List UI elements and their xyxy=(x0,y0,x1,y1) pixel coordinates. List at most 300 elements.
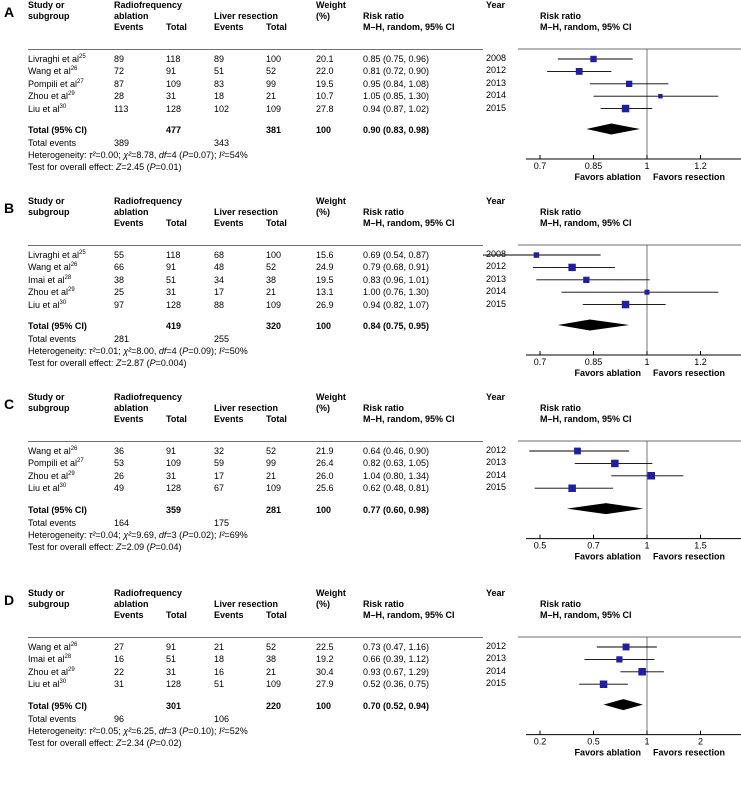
total-events-label: Total events xyxy=(28,137,77,148)
study-name: Zhou et $al^{29}$ xyxy=(28,666,75,677)
risk-ratio-value: 0.93 (0.67, 1.29) xyxy=(363,666,430,677)
study-reference: 26 xyxy=(70,446,78,452)
study-name: Zhou et $al^{29}$ xyxy=(28,91,75,102)
total-resection: 281 xyxy=(266,504,282,515)
study-year: 2008 xyxy=(486,53,507,63)
table-row xyxy=(28,274,483,286)
chi-symbol: χ² xyxy=(123,725,132,736)
header-group2: Liver resection xyxy=(214,207,279,217)
resection-events: 83 xyxy=(214,78,225,89)
p-symbol: P xyxy=(182,725,189,736)
study-reference: 29 xyxy=(68,666,75,673)
ablation-events: 113 xyxy=(114,103,129,114)
total-weight: 100 xyxy=(316,124,332,135)
study-name: Wang et $al^{26}$ xyxy=(28,642,78,652)
total-row xyxy=(28,320,483,333)
total-events-resection: 106 xyxy=(214,713,230,724)
table-row xyxy=(28,678,483,690)
header-weight-line1: Weight xyxy=(316,196,346,206)
p-symbol: P xyxy=(149,737,156,748)
header-resection-total: Total xyxy=(266,414,287,424)
header-risk-ratio-line2: M–H, random, 95% CI xyxy=(363,610,455,620)
header-subgroup: subgroup xyxy=(28,207,70,217)
header-weight-line2: (%) xyxy=(316,207,330,217)
ablation-total: 31 xyxy=(166,91,177,102)
resection-total: 21 xyxy=(266,91,277,102)
study-reference: 29 xyxy=(68,470,75,477)
study-reference: 27 xyxy=(77,458,84,465)
weight-percent: 13.1 xyxy=(316,287,334,298)
study-name: Zhou et $al^{29}$ xyxy=(28,470,75,481)
panel-b xyxy=(0,196,741,392)
risk-ratio-value: 0.62 (0.48, 0.81) xyxy=(363,483,430,494)
header-study: Study or xyxy=(28,392,65,402)
study-year: 2014 xyxy=(486,469,507,480)
risk-ratio-value: 0.94 (0.82, 1.07) xyxy=(363,299,430,310)
plot-title-line1: Risk ratio xyxy=(540,207,582,217)
header-group1-line1: Radiofrequency xyxy=(114,392,183,402)
header-risk-ratio-line2: M–H, random, 95% CI xyxy=(363,414,455,424)
total-events-ablation: 164 xyxy=(114,517,130,528)
tau-symbol: τ² xyxy=(89,149,96,160)
p-symbol: P xyxy=(182,529,189,540)
resection-events: 17 xyxy=(214,287,225,298)
header-ablation-total: Total xyxy=(166,610,187,620)
table-body xyxy=(28,641,483,749)
resection-events: 68 xyxy=(214,250,225,260)
resection-events: 67 xyxy=(214,483,225,494)
total-events-row xyxy=(28,137,483,149)
ablation-total: 128 xyxy=(166,483,182,494)
risk-ratio-value: 1.04 (0.80, 1.34) xyxy=(363,470,430,481)
study-year: 2014 xyxy=(486,90,507,101)
favors-right-label: Favors resection xyxy=(653,551,726,562)
study-year: 2013 xyxy=(486,273,507,284)
favors-left-label: Favors ablation xyxy=(574,172,641,182)
total-risk-ratio: 0.77 (0.60, 0.98) xyxy=(363,504,430,515)
header-group2: Liver resection xyxy=(214,403,279,413)
study-name: Liu et $al^{30}$ xyxy=(28,103,67,114)
axis-tick-label: 0.5 xyxy=(587,736,600,747)
effect-estimate-marker xyxy=(622,105,630,113)
axis-tick-label: 1.5 xyxy=(694,540,707,551)
effect-estimate-marker xyxy=(600,681,608,689)
effect-estimate-marker xyxy=(622,301,630,309)
risk-ratio-value: 0.95 (0.84, 1.08) xyxy=(363,78,430,89)
header-rule xyxy=(28,441,483,442)
header-year: Year xyxy=(486,392,506,402)
header-risk-ratio-line1: Risk ratio xyxy=(363,403,405,413)
table-body xyxy=(28,445,483,553)
axis-tick-label: 1 xyxy=(644,161,650,171)
risk-ratio-value: 0.83 (0.96, 1.01) xyxy=(363,274,430,285)
resection-events: 21 xyxy=(214,642,225,652)
study-year: 2015 xyxy=(486,678,507,689)
heterogeneity-text: Heterogeneity: τ²=0.05; χ²=6.25, df=3 (P=0.10); I²=52% xyxy=(28,725,248,736)
risk-ratio-value: 0.79 (0.68, 0.91) xyxy=(363,262,430,273)
overall-effect-text: Test for overall effect: Z=2.34 (P=0.02) xyxy=(28,737,182,748)
favors-left-label: Favors ablation xyxy=(574,747,641,758)
weight-percent: 26.0 xyxy=(316,470,334,481)
header-weight-line2: (%) xyxy=(316,599,330,609)
df-symbol: df xyxy=(158,725,167,736)
summary-diamond xyxy=(604,699,643,710)
table-row xyxy=(28,470,483,482)
table-row xyxy=(28,65,483,77)
weight-percent: 27.8 xyxy=(316,103,334,114)
header-weight-line1: Weight xyxy=(316,0,346,10)
table-row xyxy=(28,653,483,665)
effect-estimate-marker xyxy=(658,94,662,98)
study-year: 2012 xyxy=(486,445,507,455)
favors-right-label: Favors resection xyxy=(653,747,726,758)
panel-a xyxy=(0,0,741,196)
resection-events: 18 xyxy=(214,91,225,102)
ablation-total: 109 xyxy=(166,458,182,469)
study-name: Livraghi et $al^{25}$ xyxy=(28,54,86,64)
effect-estimate-marker xyxy=(568,264,575,271)
study-year: 2012 xyxy=(486,261,507,272)
heterogeneity-text: Heterogeneity: τ²=0.00; χ²=8.78, df=4 (P=0.07); I²=54% xyxy=(28,149,248,160)
panel-letter: A xyxy=(4,4,15,20)
plot-title-line2: M–H, random, 95% CI xyxy=(540,414,632,424)
total-row xyxy=(28,124,483,137)
header-subgroup: subgroup xyxy=(28,11,70,21)
study-reference: 30 xyxy=(59,483,67,490)
resection-total: 109 xyxy=(266,679,282,690)
table-row xyxy=(28,482,483,494)
table-row xyxy=(28,286,483,298)
weight-percent: 30.4 xyxy=(316,666,334,677)
study-name: Wang et $al^{26}$ xyxy=(28,446,78,456)
resection-total: 109 xyxy=(266,483,282,494)
weight-percent: 10.7 xyxy=(316,91,334,102)
study-year: 2014 xyxy=(486,665,507,676)
header-risk-ratio-line1: Risk ratio xyxy=(363,599,405,609)
header-study: Study or xyxy=(28,588,65,598)
header-group1-line2: ablation xyxy=(114,599,149,609)
table-row xyxy=(28,90,483,102)
ablation-events: 55 xyxy=(114,250,125,260)
header-ablation-events: Events xyxy=(114,22,144,32)
table-body xyxy=(28,53,483,173)
ablation-events: 36 xyxy=(114,446,125,456)
study-year: 2012 xyxy=(486,65,507,76)
ablation-total: 31 xyxy=(166,470,177,481)
effect-estimate-marker xyxy=(616,656,622,662)
plot-title-line2: M–H, random, 95% CI xyxy=(540,218,632,228)
p-symbol: P xyxy=(149,161,156,172)
effect-estimate-marker xyxy=(626,81,632,87)
total-ablation: 301 xyxy=(166,700,182,711)
p-symbol: P xyxy=(182,345,189,356)
axis-tick-label: 1 xyxy=(644,540,650,551)
forest-plot-canvas xyxy=(486,196,741,392)
overall-effect-row xyxy=(28,161,483,173)
header-risk-ratio-line1: Risk ratio xyxy=(363,11,405,21)
resection-events: 34 xyxy=(214,274,225,285)
risk-ratio-value: 0.94 (0.87, 1.02) xyxy=(363,103,430,114)
header-risk-ratio-line2: M–H, random, 95% CI xyxy=(363,22,455,32)
axis-tick-label: 1 xyxy=(644,736,650,747)
weight-percent: 19.5 xyxy=(316,78,334,89)
total-ablation: 477 xyxy=(166,124,182,135)
header-resection-events: Events xyxy=(214,218,244,228)
table-row xyxy=(28,666,483,678)
axis-tick-label: 0.7 xyxy=(533,357,547,367)
total-weight: 100 xyxy=(316,504,332,515)
resection-total: 52 xyxy=(266,66,277,77)
ablation-total: 118 xyxy=(166,54,181,64)
resection-events: 32 xyxy=(214,446,225,456)
ablation-events: 72 xyxy=(114,66,125,77)
risk-ratio-value: 1.05 (0.85, 1.30) xyxy=(363,91,430,102)
header-subgroup: subgroup xyxy=(28,599,70,609)
total-label: Total (95% CI) xyxy=(28,124,87,135)
ablation-total: 128 xyxy=(166,103,182,114)
study-name: Imai et $al^{28}$ xyxy=(28,654,72,665)
study-year: 2015 xyxy=(486,298,507,309)
effect-estimate-marker xyxy=(645,290,650,295)
plot-title-line2: M–H, random, 95% CI xyxy=(540,610,632,620)
resection-total: 38 xyxy=(266,654,277,665)
z-symbol: Z xyxy=(115,161,122,172)
weight-percent: 21.9 xyxy=(316,446,334,456)
df-symbol: df xyxy=(158,529,167,540)
tau-symbol: τ² xyxy=(89,529,96,540)
effect-estimate-marker xyxy=(623,644,630,651)
header-ablation-events: Events xyxy=(114,610,144,620)
chi-symbol: χ² xyxy=(123,529,132,540)
study-reference: 28 xyxy=(64,274,72,281)
header-risk-ratio-line1: Risk ratio xyxy=(363,207,405,217)
heterogeneity-text: Heterogeneity: τ²=0.04; χ²=9.69, df=3 (P=0.02); I²=69% xyxy=(28,529,248,540)
weight-percent: 20.1 xyxy=(316,54,334,64)
ablation-total: 51 xyxy=(166,654,177,665)
panel-c-table xyxy=(28,392,483,552)
ablation-total: 91 xyxy=(166,66,177,77)
header-group1-line1: Radiofrequency xyxy=(114,0,183,10)
axis-tick-label: 1.2 xyxy=(694,161,707,171)
ablation-events: 53 xyxy=(114,458,125,469)
study-year: 2008 xyxy=(486,249,507,259)
header-group1-line1: Radiofrequency xyxy=(114,588,183,598)
panel-letter: D xyxy=(4,592,15,608)
header-year: Year xyxy=(486,588,506,598)
z-symbol: Z xyxy=(115,541,122,552)
study-year: 2014 xyxy=(486,286,507,297)
header-resection-total: Total xyxy=(266,218,287,228)
header-resection-total: Total xyxy=(266,22,287,32)
panel-b-plot xyxy=(486,196,741,392)
panel-c-plot xyxy=(486,392,741,588)
table-row xyxy=(28,103,483,115)
resection-total: 21 xyxy=(266,470,277,481)
total-row xyxy=(28,504,483,517)
risk-ratio-value: 0.85 (0.75, 0.96) xyxy=(363,54,430,64)
risk-ratio-value: 0.66 (0.39, 1.12) xyxy=(363,654,430,665)
p-symbol: P xyxy=(149,541,156,552)
risk-ratio-value: 1.00 (0.76, 1.30) xyxy=(363,287,430,298)
total-risk-ratio: 0.90 (0.83, 0.98) xyxy=(363,124,430,135)
study-name: Zhou et $al^{29}$ xyxy=(28,287,75,298)
study-name: Wang et $al^{26}$ xyxy=(28,66,78,77)
study-name: Pompili et $al^{27}$ xyxy=(28,78,84,89)
heterogeneity-row xyxy=(28,725,483,737)
study-reference: 25 xyxy=(79,250,86,256)
panel-d-table xyxy=(28,588,483,748)
panel-c xyxy=(0,392,741,588)
table-row xyxy=(28,457,483,469)
total-risk-ratio: 0.70 (0.52, 0.94) xyxy=(363,700,430,711)
total-events-label: Total events xyxy=(28,713,77,724)
total-events-ablation: 96 xyxy=(114,713,125,724)
total-label: Total (95% CI) xyxy=(28,320,87,331)
ablation-total: 118 xyxy=(166,250,181,260)
resection-total: 109 xyxy=(266,103,282,114)
axis-tick-label: 0.7 xyxy=(533,161,547,171)
i2-symbol: I² xyxy=(218,725,225,736)
header-subgroup: subgroup xyxy=(28,403,70,413)
weight-percent: 27.9 xyxy=(316,679,334,690)
header-resection-events: Events xyxy=(214,610,244,620)
total-events-resection: 255 xyxy=(214,333,230,344)
study-year: 2015 xyxy=(486,482,507,493)
header-group2: Liver resection xyxy=(214,599,279,609)
study-year: 2013 xyxy=(486,457,507,468)
risk-ratio-value: 0.69 (0.54, 0.87) xyxy=(363,250,430,260)
study-reference: 28 xyxy=(64,654,72,661)
table-row xyxy=(28,445,483,457)
ablation-total: 91 xyxy=(166,642,177,652)
ablation-events: 28 xyxy=(114,91,125,102)
resection-events: 88 xyxy=(214,299,225,310)
table-row xyxy=(28,249,483,261)
study-reference: 26 xyxy=(70,642,78,648)
total-events-resection: 175 xyxy=(214,517,230,528)
weight-percent: 26.4 xyxy=(316,458,334,469)
risk-ratio-value: 0.52 (0.36, 0.75) xyxy=(363,679,430,690)
resection-events: 18 xyxy=(214,654,225,665)
ablation-total: 128 xyxy=(166,679,182,690)
table-row xyxy=(28,299,483,311)
ablation-total: 91 xyxy=(166,446,177,456)
axis-tick-label: 1.2 xyxy=(694,357,707,367)
table-header xyxy=(28,196,483,236)
forest-plot-canvas xyxy=(486,0,741,196)
resection-total: 21 xyxy=(266,287,277,298)
plot-title-line1: Risk ratio xyxy=(540,403,582,413)
effect-estimate-marker xyxy=(590,56,596,62)
ablation-total: 51 xyxy=(166,274,177,285)
header-ablation-total: Total xyxy=(166,414,187,424)
panel-b-table xyxy=(28,196,483,368)
favors-right-label: Favors resection xyxy=(653,172,726,182)
resection-total: 100 xyxy=(266,54,282,64)
ablation-events: 26 xyxy=(114,470,125,481)
resection-total: 109 xyxy=(266,299,282,310)
study-name: Imai et $al^{28}$ xyxy=(28,274,72,285)
resection-events: 102 xyxy=(214,103,230,114)
header-ablation-events: Events xyxy=(114,218,144,228)
resection-total: 52 xyxy=(266,446,277,456)
overall-effect-row xyxy=(28,737,483,749)
resection-events: 59 xyxy=(214,458,225,469)
ablation-events: 49 xyxy=(114,483,125,494)
study-year: 2013 xyxy=(486,653,507,664)
total-weight: 100 xyxy=(316,700,332,711)
effect-estimate-marker xyxy=(638,668,646,676)
ablation-events: 38 xyxy=(114,274,125,285)
header-year: Year xyxy=(486,0,506,10)
z-symbol: Z xyxy=(115,357,122,368)
ablation-total: 109 xyxy=(166,78,182,89)
header-ablation-total: Total xyxy=(166,218,187,228)
resection-events: 51 xyxy=(214,679,225,690)
df-symbol: df xyxy=(158,345,167,356)
resection-events: 51 xyxy=(214,66,225,77)
total-events-label: Total events xyxy=(28,333,77,344)
table-header xyxy=(28,588,483,628)
axis-tick-label: 1 xyxy=(644,357,650,367)
df-symbol: df xyxy=(158,149,167,160)
study-name: Liu et $al^{30}$ xyxy=(28,483,67,494)
study-year: 2013 xyxy=(486,77,507,88)
resection-events: 89 xyxy=(214,54,225,64)
header-risk-ratio-line2: M–H, random, 95% CI xyxy=(363,218,455,228)
header-weight-line2: (%) xyxy=(316,403,330,413)
resection-events: 48 xyxy=(214,262,225,273)
ablation-events: 22 xyxy=(114,666,125,677)
table-row xyxy=(28,78,483,90)
header-rule xyxy=(28,637,483,638)
heterogeneity-row xyxy=(28,529,483,541)
total-row xyxy=(28,700,483,713)
total-events-ablation: 389 xyxy=(114,137,130,148)
i2-symbol: I² xyxy=(218,345,225,356)
table-header xyxy=(28,0,483,40)
panel-a-table xyxy=(28,0,483,172)
panel-a-plot xyxy=(486,0,741,196)
weight-percent: 19.5 xyxy=(316,274,334,285)
total-events-row xyxy=(28,517,483,529)
total-events-row xyxy=(28,713,483,725)
forest-plot-canvas xyxy=(486,588,741,784)
i2-symbol: I² xyxy=(218,529,225,540)
i2-symbol: I² xyxy=(218,149,225,160)
header-resection-events: Events xyxy=(214,22,244,32)
header-resection-total: Total xyxy=(266,610,287,620)
panel-d-plot xyxy=(486,588,741,784)
header-ablation-events: Events xyxy=(114,414,144,424)
risk-ratio-value: 0.82 (0.63, 1.05) xyxy=(363,458,430,469)
table-header xyxy=(28,392,483,432)
axis-tick-label: 0.85 xyxy=(584,357,603,367)
plot-title-line2: M–H, random, 95% CI xyxy=(540,22,632,32)
effect-estimate-marker xyxy=(611,460,619,468)
total-resection: 320 xyxy=(266,320,282,331)
ablation-events: 25 xyxy=(114,287,125,298)
forest-plot-canvas xyxy=(486,392,741,588)
overall-effect-text: Test for overall effect: Z=2.09 (P=0.04) xyxy=(28,541,182,552)
ablation-events: 31 xyxy=(114,679,125,690)
study-year: 2012 xyxy=(486,641,507,651)
resection-total: 52 xyxy=(266,262,277,273)
ablation-total: 91 xyxy=(166,262,177,273)
header-study: Study or xyxy=(28,196,65,206)
tau-symbol: τ² xyxy=(89,725,96,736)
header-group1-line2: ablation xyxy=(114,207,149,217)
